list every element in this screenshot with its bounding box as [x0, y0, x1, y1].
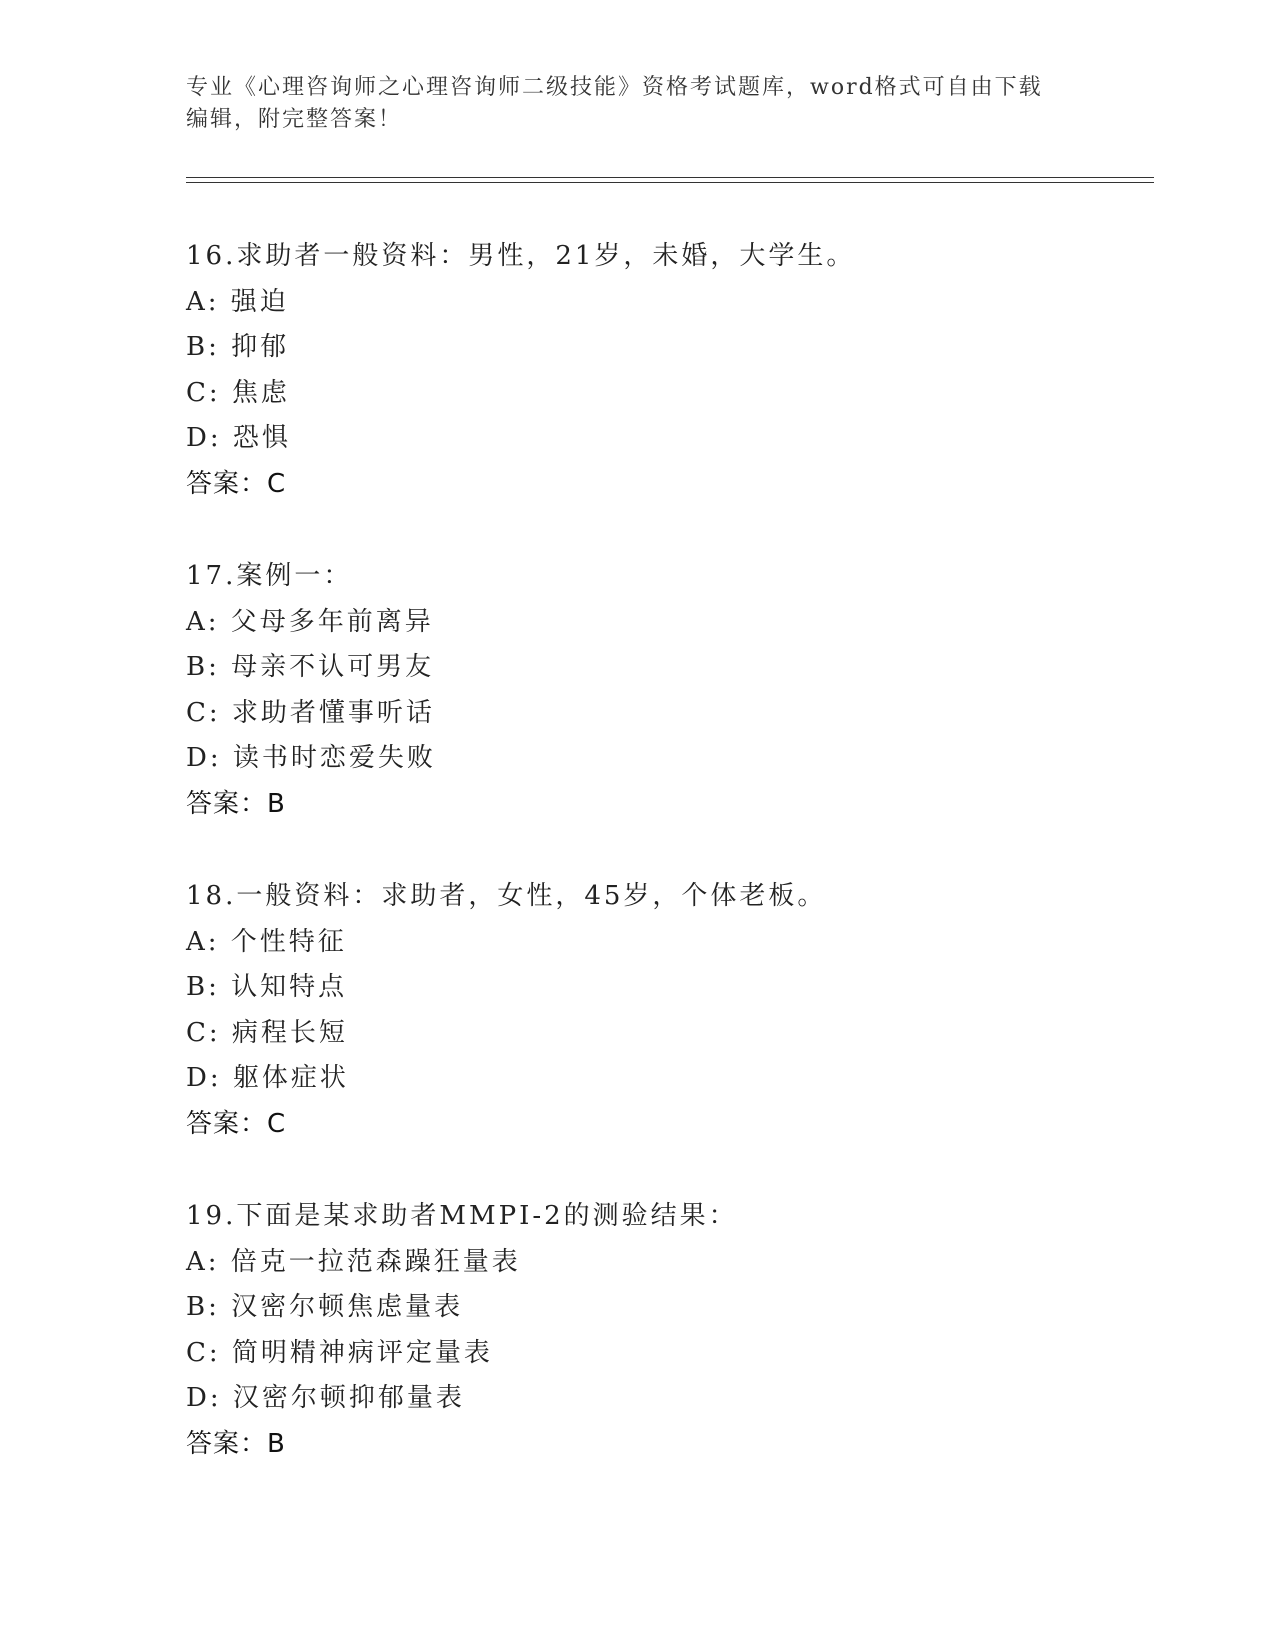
question-title: 19.下面是某求助者MMPI-2的测验结果： [186, 1201, 738, 1231]
document-header [186, 72, 1086, 136]
option-d: D: 读书时恋爱失败 [186, 743, 436, 773]
answer: 答案：C [186, 468, 287, 499]
header-line-1: 专业《心理咨询师之心理咨询师二级技能》资格考试题库，word格式可自由下载 [186, 75, 1043, 100]
answer: 答案：B [186, 788, 286, 819]
option-c: C: 病程长短 [186, 1017, 348, 1048]
option-a: A: 父母多年前离异 [186, 606, 434, 637]
option-d: D: 恐惧 [186, 423, 291, 453]
question-title: 18.一般资料：求助者，女性，45岁，个体老板。 [186, 881, 827, 911]
question-title: 16.求助者一般资料：男性，21岁，未婚，大学生。 [186, 241, 856, 271]
answer: 答案：B [186, 1428, 286, 1459]
option-d: D: 躯体症状 [186, 1063, 349, 1093]
option-c: C: 简明精神病评定量表 [186, 1337, 493, 1368]
header-divider-bottom [186, 182, 1154, 183]
question-17 [186, 554, 1146, 827]
option-a: A: 倍克一拉范森躁狂量表 [186, 1246, 521, 1277]
option-b: B: 认知特点 [186, 972, 348, 1002]
option-c: C: 焦虑 [186, 377, 290, 408]
option-a: A: 个性特征 [186, 926, 347, 957]
option-d: D: 汉密尔顿抑郁量表 [186, 1383, 465, 1413]
header-divider-top [186, 177, 1154, 178]
question-title: 17.案例一： [186, 561, 353, 591]
question-18 [186, 874, 1146, 1147]
question-19 [186, 1194, 1146, 1467]
option-b: B: 汉密尔顿焦虑量表 [186, 1292, 464, 1322]
question-16 [186, 234, 1146, 507]
option-b: B: 抑郁 [186, 332, 290, 362]
option-a: A: 强迫 [186, 286, 289, 317]
answer: 答案：C [186, 1108, 287, 1139]
option-c: C: 求助者懂事听话 [186, 697, 435, 728]
header-line-2: 编辑，附完整答案！ [186, 107, 403, 132]
option-b: B: 母亲不认可男友 [186, 652, 435, 682]
